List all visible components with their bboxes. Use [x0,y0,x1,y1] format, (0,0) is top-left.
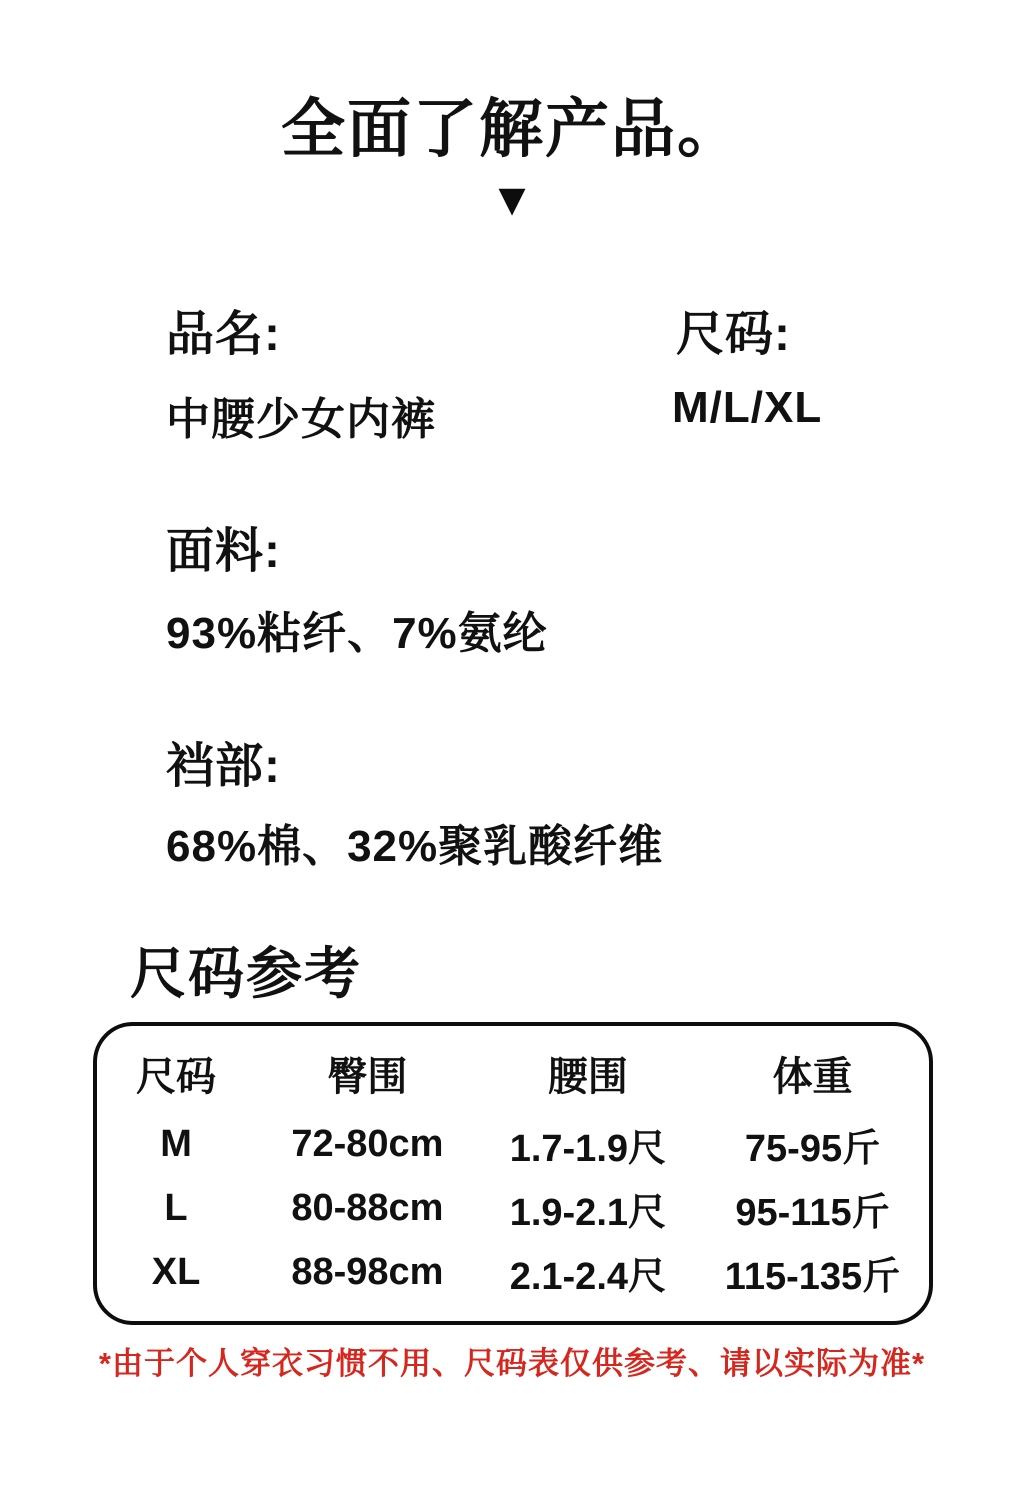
column-header-waist: 腰围 [547,1054,628,1099]
column-header-weight: 体重 [772,1054,853,1099]
product-name-value: 中腰少女内裤 [166,395,436,444]
page-title: 全面了解产品。 [281,93,743,165]
table-cell-xl-hip: 88-98cm [291,1250,444,1293]
down-triangle-icon: ▼ [489,173,535,225]
fabric-value: 93%粘纤、7%氨纶 [166,609,548,658]
column-header-hip: 臀围 [327,1054,408,1099]
table-cell-l-size: L [164,1186,188,1229]
table-cell-m-weight: 75-95斤 [744,1127,881,1170]
table-cell-m-hip: 72-80cm [291,1122,444,1165]
crotch-label: 裆部: [166,740,281,793]
size-label: 尺码: [676,308,791,361]
table-cell-m-waist: 1.7-1.9尺 [509,1127,667,1170]
column-header-size: 尺码 [136,1054,217,1099]
size-value: M/L/XL [672,383,823,432]
table-cell-m-size: M [160,1122,192,1165]
table-cell-l-weight: 95-115斤 [735,1191,890,1234]
table-cell-l-hip: 80-88cm [291,1186,444,1229]
table-cell-xl-weight: 115-135斤 [724,1255,901,1298]
fabric-label: 面料: [166,525,281,578]
product-name-label: 品名: [166,308,281,361]
size-chart-disclaimer: *由于个人穿衣习惯不用、尺码表仅供参考、请以实际为准* [98,1346,926,1381]
size-chart-table [93,1022,933,1325]
size-chart-heading: 尺码参考 [130,942,362,1005]
table-cell-xl-size: XL [151,1250,201,1293]
table-cell-xl-waist: 2.1-2.4尺 [509,1255,667,1298]
table-cell-l-waist: 1.9-2.1尺 [509,1191,667,1234]
crotch-value: 68%棉、32%聚乳酸纤维 [166,822,664,871]
